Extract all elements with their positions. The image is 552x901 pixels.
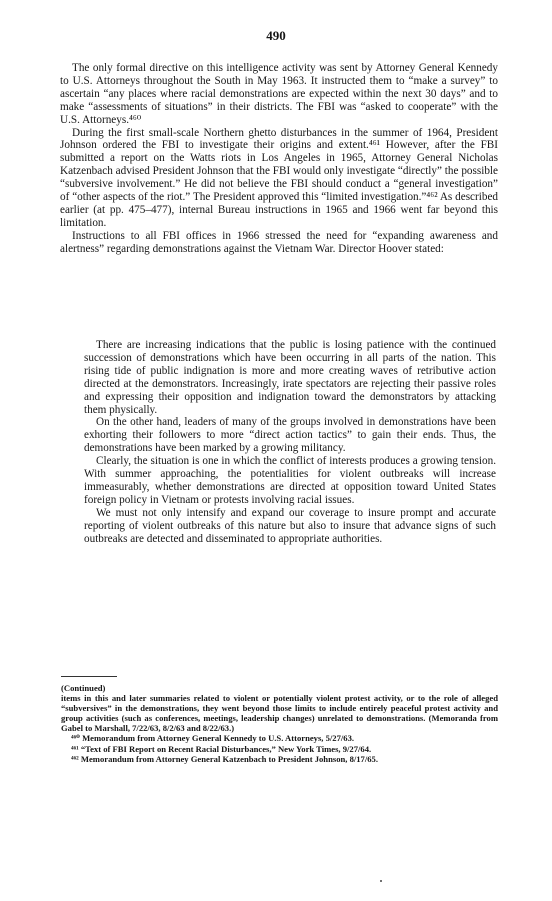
footnotes: [61, 683, 498, 764]
footnote: ⁴⁶¹ “Text of FBI Report on Recent Racial Disturbances,” New York Times, 9/27/64.: [71, 743, 372, 754]
scan-speck: [380, 880, 382, 882]
paragraph: During the first small-scale Northern ghetto disturbances in the summer of 1964, President Johnson ordered the FBI to investigate their origins and extent.⁴⁶¹ However, after the FBI submitted a report on the Watts riots in Los Angeles in 1965, Attorney General Nicholas Katzenbach advised President Johnson that the FBI would only investigate “directly” the possible “subversive involvement.” He did not believe the FBI should conduct a “general investigation” of “other aspects of the riot.” The President approved this “limited investigation.”⁴⁶² As described earlier (at pp. 475–477), internal Bureau instructions in 1965 and 1966 went far beyond this limitation.: [60, 126, 498, 229]
quote-paragraph: On the other hand, leaders of many of the groups involved in demonstrations have been exhorting their followers to more “direct action tactics” to gain their ends. Thus, the demonstrations have been marked by a growing militancy.: [84, 416, 496, 455]
quote-paragraph: We must not only intensify and expand our coverage to insure prompt and accurate reporting of violent outbreaks of this nature but also to insure that advance signs of such outbreaks are detected and disseminated to appropriate authorities.: [84, 506, 496, 545]
paragraph: The only formal directive on this intelligence activity was sent by Attorney General Kennedy to U.S. Attorneys throughout the South in May 1963. It instructed them to “make a survey” to ascertain “any places where racial demonstrations are expected within the next 30 days” and to make “assessments of situations” in their districts. The FBI was “asked to cooperate” with the U.S. Attorneys.⁴⁶⁰: [60, 62, 498, 126]
quote-paragraph: Clearly, the situation is one in which the conflict of interests produces a growing tension. With summer approaching, the potentialities for violent outbreaks will increase immeasurably, whether demonstrations are directed at opposition toward United States foreign policy in Vietnam or protests involving racial issues.: [84, 455, 496, 506]
footnote: ⁴⁶⁰ Memorandum from Attorney General Kennedy to U.S. Attorneys, 5/27/63.: [71, 733, 355, 744]
footnote-continued-label: (Continued): [61, 683, 106, 693]
quote-paragraph: There are increasing indications that the public is losing patience with the continued succession of demonstrations which have been occurring in all parts of the nation. This rising tide of public indignation is more and more creating waves of retributive action directed at the demonstrators. Increasingly, irate spectators are rejecting their passive roles and expressing their opposition and indignation toward the demonstrators by attacking them physically.: [84, 339, 496, 416]
body-text: [60, 62, 498, 256]
footnote-continued-text: items in this and later summaries related to violent or potentially violent protest activity, or to the role of alleged “subversives” in the demonstrations, they went beyond those limits to include entirely peaceful protest activity and group activities (such as conferences, meetings, leadership changes) unrelated to demonstrations. (Memoranda from Gabel to Marshall, 7/22/63, 8/2/63 and 8/22/63.): [61, 693, 498, 734]
footnote: ⁴⁶² Memorandum from Attorney General Katzenbach to President Johnson, 8/17/65.: [71, 753, 378, 764]
page-number: 490: [266, 28, 286, 43]
block-quote: [84, 339, 496, 546]
paragraph: Instructions to all FBI offices in 1966 stressed the need for “expanding awareness and alertness” regarding demonstrations against the Vietnam War. Director Hoover stated:: [60, 229, 498, 255]
footnote-divider: [61, 676, 117, 677]
